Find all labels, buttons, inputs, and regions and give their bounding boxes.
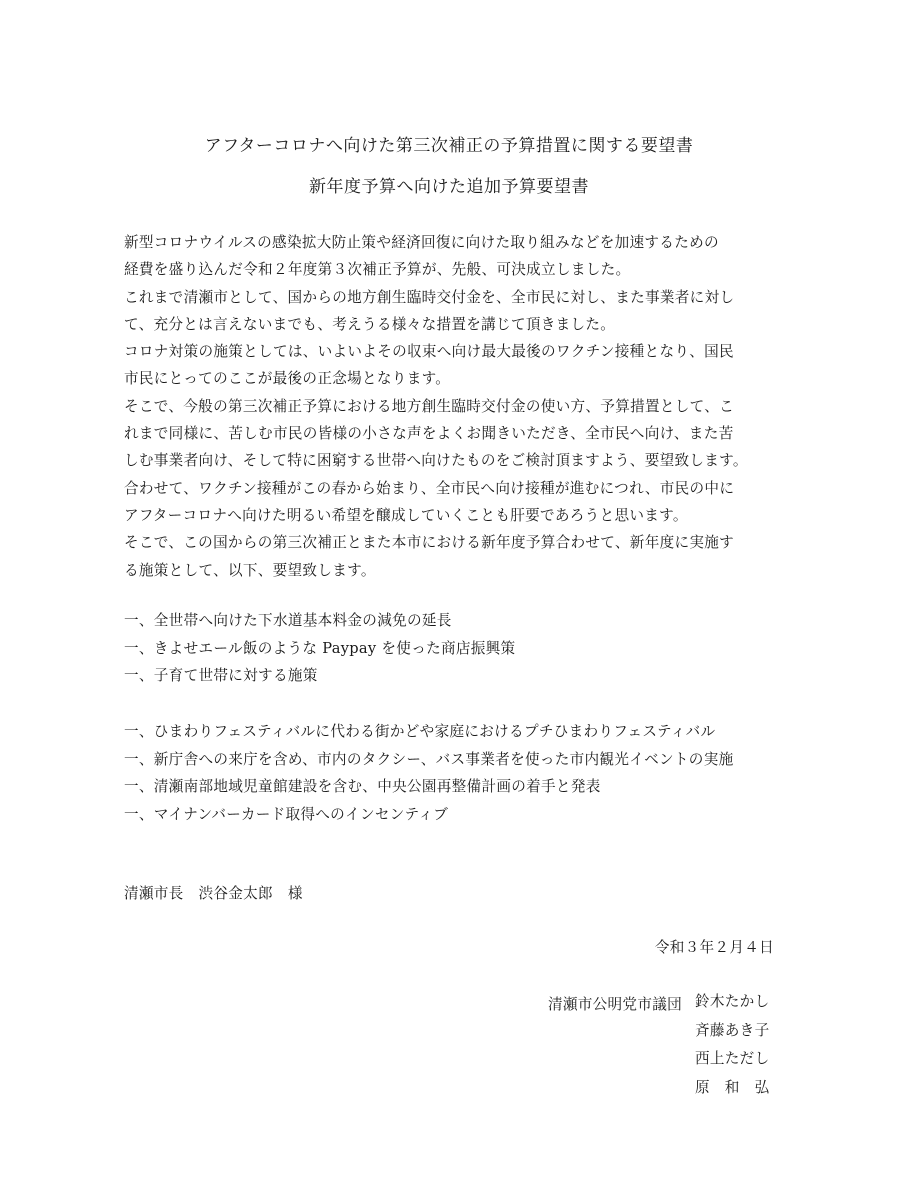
signatory-names — [695, 988, 805, 1103]
request-list-2 — [124, 718, 804, 828]
document-title: アフターコロナへ向けた第三次補正の予算措置に関する要望書 — [204, 136, 694, 156]
body-line: コロナ対策の施策としては、いよいよその収束へ向け最大最後のワクチン接種となり、国民 — [124, 343, 734, 361]
body-line: そこで、この国からの第三次補正とまた本市における新年度予算合わせて、新年度に実施す — [124, 534, 735, 552]
body-line: これまで清瀬市として、国からの地方創生臨時交付金を、全市民に対し、また事業者に対し — [124, 288, 735, 306]
body-line: しむ事業者向け、そして特に困窮する世帯へ向けたものをご検討頂ますよう、要望致します。 — [124, 452, 748, 470]
request-item: 一、きよせエール飯のような Paypay を使った商店振興策 — [124, 639, 516, 657]
request-item: 一、新庁舎への来庁を含め、市内のタクシー、バス事業者を使った市内観光イベントの実施 — [124, 750, 734, 768]
request-item: 一、子育て世帯に対する施策 — [124, 667, 318, 684]
document-subtitle: 新年度予算へ向けた追加予算要望書 — [309, 177, 589, 197]
request-item: 一、ひまわりフェスティバルに代わる街かどや家庭におけるプチひまわりフェスティバル — [124, 723, 716, 740]
request-item: 一、全世帯へ向けた下水道基本料金の減免の延長 — [124, 612, 452, 629]
document-date: 令和３年２月４日 — [654, 939, 774, 956]
body-line: て、充分とは言えないまでも、考えうる様々な措置を講じて頂きました。 — [124, 315, 616, 333]
body-line: 経費を盛り込んだ令和２年度第３次補正予算が、先般、可決成立しました。 — [124, 261, 631, 279]
signatory-name: 斉藤あき子 — [695, 1021, 770, 1039]
body-line: アフターコロナへ向けた明るい希望を醸成していくことも肝要であろうと思います。 — [124, 506, 688, 524]
signatory-name: 鈴木たかし — [695, 993, 770, 1010]
body-line: 合わせて、ワクチン接種がこの春から始まり、全市民へ向け接種が進むにつれ、市民の中に — [124, 479, 735, 497]
body-paragraphs — [124, 229, 784, 584]
body-line: 新型コロナウイルスの感染拡大防止策や経済回復に向けた取り組みなどを加速するための — [124, 234, 719, 251]
body-line: る施策として、以下、要望致します。 — [124, 561, 376, 579]
body-line: 市民にとってのここが最後の正念場となります。 — [124, 370, 451, 388]
body-line: そこで、今般の第三次補正予算における地方創生臨時交付金の使い方、予算措置として、こ — [124, 397, 735, 415]
signatory-name: 西上ただし — [695, 1050, 770, 1068]
request-list-1 — [124, 607, 804, 690]
signatory-organization: 清瀬市公明党市議団 — [547, 996, 682, 1013]
addressee: 清瀬市長 渋谷金太郎 様 — [124, 885, 303, 902]
signatory-name: 原 和 弘 — [695, 1079, 770, 1097]
request-item: 一、マイナンバーカード取得へのインセンティブ — [124, 805, 449, 823]
request-item: 一、清瀬南部地域児童館建設を含む、中央公園再整備計画の着手と発表 — [124, 778, 601, 795]
body-line: れまで同様に、苦しむ市民の皆様の小さな声をよくお聞きいただき、全市民へ向け、また苦 — [124, 425, 734, 443]
